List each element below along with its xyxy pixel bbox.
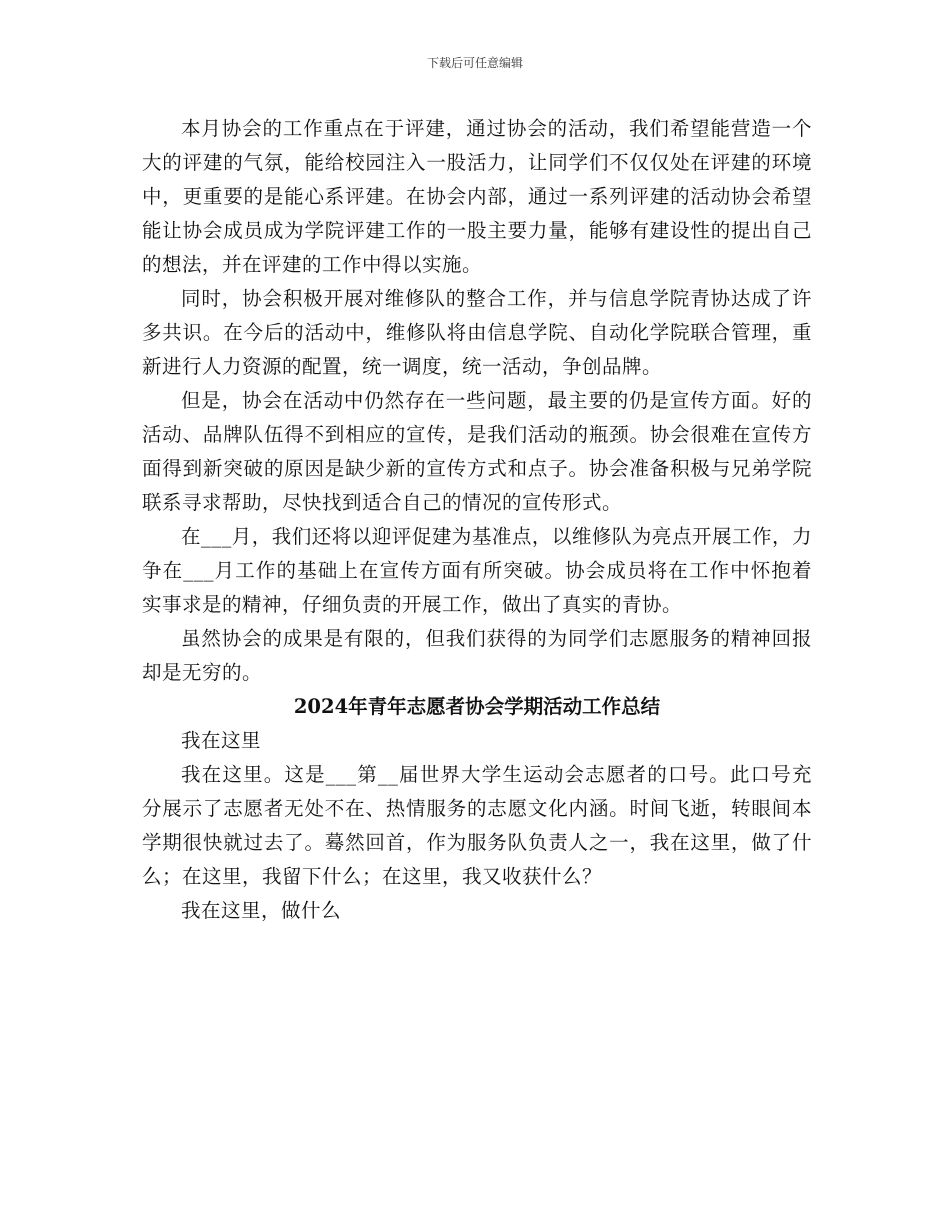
page-header: 下载后可任意编辑	[426, 56, 523, 70]
paragraph-3: 但是，协会在活动中仍然存在一些问题，最主要的仍是宣传方面。好的活动、品牌队伍得不到相应的宣传，是我们活动的瓶颈。协会很难在宣传方面得到新突破的原因是缺少新的宣传方式和点子。协会准备积极与兄弟学院联系寻求帮助，尽快找到适合自己的情况的宣传形式。	[142, 389, 812, 514]
paragraph-6: 我在这里	[181, 729, 262, 752]
paragraph-8: 我在这里，做什么	[181, 899, 342, 922]
section-title: 2024年青年志愿者协会学期活动工作总结	[293, 695, 661, 718]
document-body	[142, 112, 812, 928]
paragraph-2: 同时，协会积极开展对维修队的整合工作，并与信息学院青协达成了许多共识。在今后的活动中，维修队将由信息学院、自动化学院联合管理，重新进行人力资源的配置，统一调度，统一活动，争创品牌。	[142, 287, 812, 378]
paragraph-4: 在___月，我们还将以迎评促建为基准点，以维修队为亮点开展工作，力争在___月工作的基础上在宣传方面有所突破。协会成员将在工作中怀抱着实事求是的精神，仔细负责的开展工作，做出了真实的青协。	[142, 525, 812, 616]
paragraph-7: 我在这里。这是___第__届世界大学生运动会志愿者的口号。此口号充分展示了志愿者无处不在、热情服务的志愿文化内涵。时间飞逝，转眼间本学期很快就过去了。蓦然回首，作为服务队负责人之一，我在这里，做了什么；在这里，我留下什么；在这里，我又收获什么？	[142, 763, 812, 888]
paragraph-1: 本月协会的工作重点在于评建，通过协会的活动，我们希望能营造一个大的评建的气氛，能给校园注入一股活力，让同学们不仅仅处在评建的环境中，更重要的是能心系评建。在协会内部，通过一系列评建的活动协会希望能让协会成员成为学院评建工作的一股主要力量，能够有建设性的提出自己的想法，并在评建的工作中得以实施。	[142, 117, 812, 276]
paragraph-5: 虽然协会的成果是有限的，但我们获得的为同学们志愿服务的精神回报却是无穷的。	[142, 627, 812, 684]
